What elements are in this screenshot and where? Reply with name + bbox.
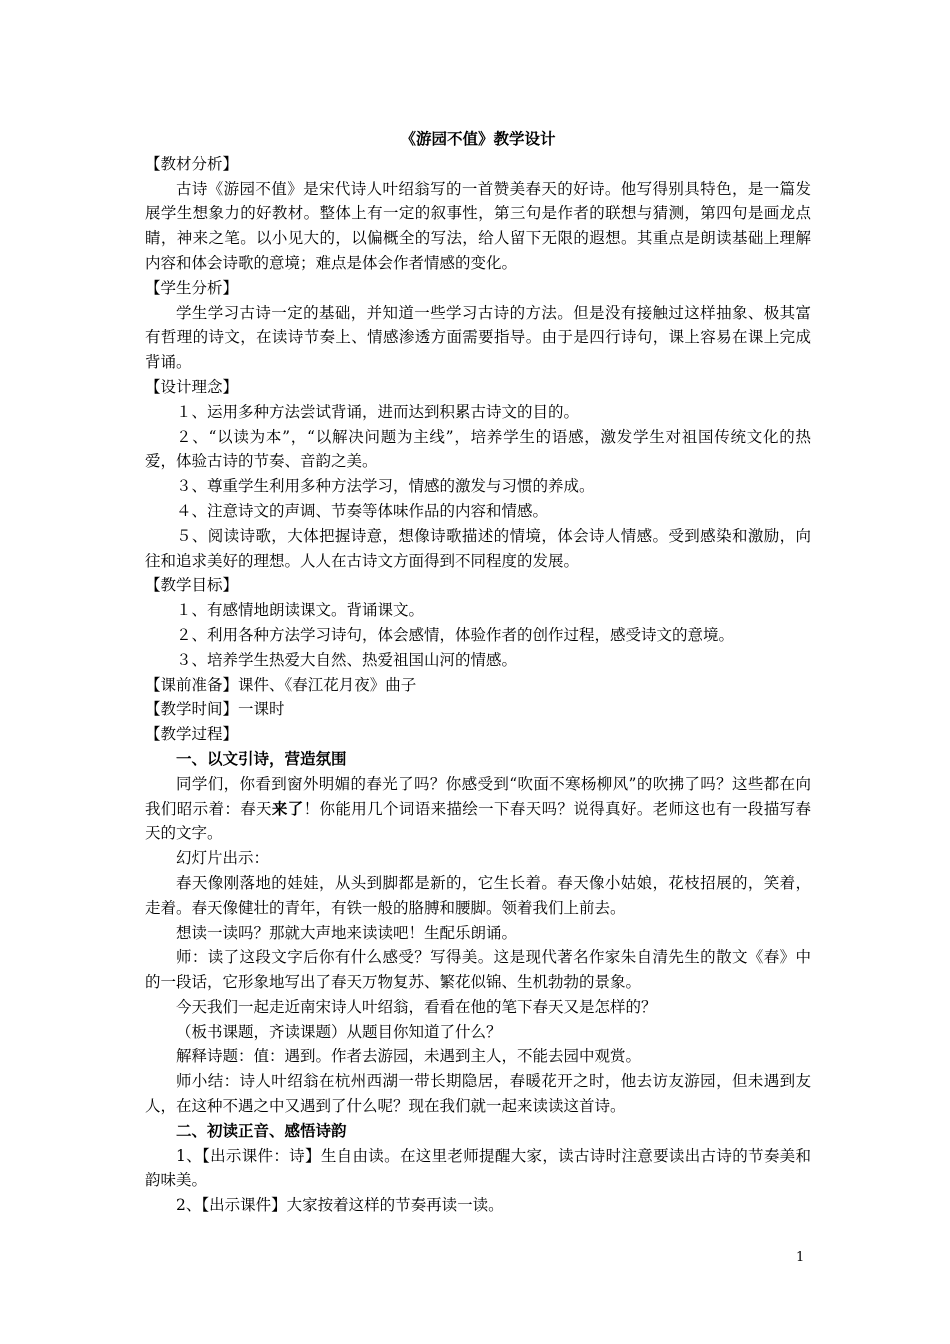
section-header-goals: 【教学目标】 [145,576,239,595]
step1-paragraph-3: 春天像刚落地的娃娃，从头到脚都是新的，它生长着。春天像小姑娘，花枝招展的，笑着，走着。春天像健壮的青年，有铁一般的胳膊和腰脚。领着我们上前去。 [145,873,811,917]
goal-item-3: ３、培养学生热爱大自然、热爱祖国山河的情感。 [176,650,518,669]
concept-item-4: ４、注意诗文的声调、节奏等体味作品的内容和情感。 [176,501,549,520]
step1-header: 一、以文引诗，营造氛围 [176,748,347,768]
step1-paragraph-1-part-b: ！你能用几个词语来描绘一下春天吗？说得真好。老师这也有一段描写春天的文字。 [145,799,811,843]
document-body [145,127,811,1218]
step1-paragraph-6: 今天我们一起走近南宋诗人叶绍翁，看看在他的笔下春天又是怎样的？ [176,997,657,1016]
step2-header: 二、初读正音、感悟诗韵 [176,1120,347,1140]
time-line: 【教学时间】一课时 [145,700,285,719]
concept-item-1: １、运用多种方法尝试背诵，进而达到积累古诗文的目的。 [176,402,580,421]
analysis-paragraph: 古诗《游园不值》是宋代诗人叶绍翁写的一首赞美春天的好诗。他写得别具特色，是一篇发展学生想象力的好教材。整体上有一定的叙事性，第三句是作者的联想与猜测，第四句是画龙点睛，神来之笔。以小见大的，以偏概全的写法，给人留下无限的遐想。其重点是朗读基础上理解内容和体会诗歌的意境；难点是体会作者情感的变化。 [145,179,811,272]
step1-paragraph-2: 幻灯片出示： [176,849,270,868]
step1-paragraph-7: （板书课题，齐读课题）从题目你知道了什么？ [176,1022,502,1041]
step1-paragraph-1-part-a: 同学们，你看到窗外明媚的春光了吗？你感受到“吹面不寒杨柳风”的吹拂了吗？这些都在向我们昭示着：春天 [145,774,811,818]
step1-paragraph-1 [145,772,811,846]
section-header-concept: 【设计理念】 [145,377,239,396]
step1-paragraph-8: 解释诗题：值：遇到。作者去游园，未遇到主人，不能去园中观赏。 [176,1047,642,1066]
prep-line: 【课前准备】课件、《春江花月夜》曲子 [145,675,417,694]
student-paragraph: 学生学习古诗一定的基础，并知道一些学习古诗的方法。但是没有接触过这样抽象、极其富有哲理的诗文，在读诗节奏上、情感渗透方面需要指导。由于是四行诗句，课上容易在课上完成背诵。 [145,303,811,372]
goal-item-2: ２、利用各种方法学习诗句，体会感情，体验作者的创作过程，感受诗文的意境。 [176,625,735,644]
concept-item-5: ５、阅读诗歌，大体把握诗意，想像诗歌描述的情境，体会诗人情感。受到感染和激励，向往和追求美好的理想。人人在古诗文方面得到不同程度的发展。 [145,526,811,570]
step2-paragraph-2: 2、【出示课件】大家按着这样的节奏再读一读。 [176,1196,504,1215]
step1-paragraph-1-bold: 来了 [271,798,304,818]
section-header-process: 【教学过程】 [145,725,239,744]
goal-item-1: １、有感情地朗读课文。背诵课文。 [176,601,425,620]
step2-paragraph-1: 1、【出示课件：诗】生自由读。在这里老师提醒大家，读古诗时注意要读出古诗的节奏美和韵味美。 [145,1146,811,1190]
document-title: 《游园不值》教学设计 [400,129,556,148]
step1-paragraph-4: 想读一读吗？那就大声地来读读吧！生配乐朗诵。 [176,923,518,942]
step1-paragraph-9: 师小结：诗人叶绍翁在杭州西湖一带长期隐居，春暖花开之时，他去访友游园，但未遇到友人，在这种不遇之中又遇到了什么呢？现在我们就一起来读读这首诗。 [145,1072,811,1116]
section-header-analysis: 【教材分析】 [145,154,239,173]
step1-paragraph-5: 师：读了这段文字后你有什么感受？写得美。这是现代著名作家朱自清先生的散文《春》中的一段话，它形象地写出了春天万物复苏、繁花似锦、生机勃勃的景象。 [145,948,811,992]
page-number: 1 [796,1250,805,1265]
concept-item-2: ２、“以读为本”，“以解决问题为主线”，培养学生的语感，激发学生对祖国传统文化的热爱，体验古诗的节奏、音韵之美。 [145,427,811,471]
section-header-student: 【学生分析】 [145,278,239,297]
concept-item-3: ３、尊重学生利用多种方法学习，情感的激发与习惯的养成。 [176,477,595,496]
